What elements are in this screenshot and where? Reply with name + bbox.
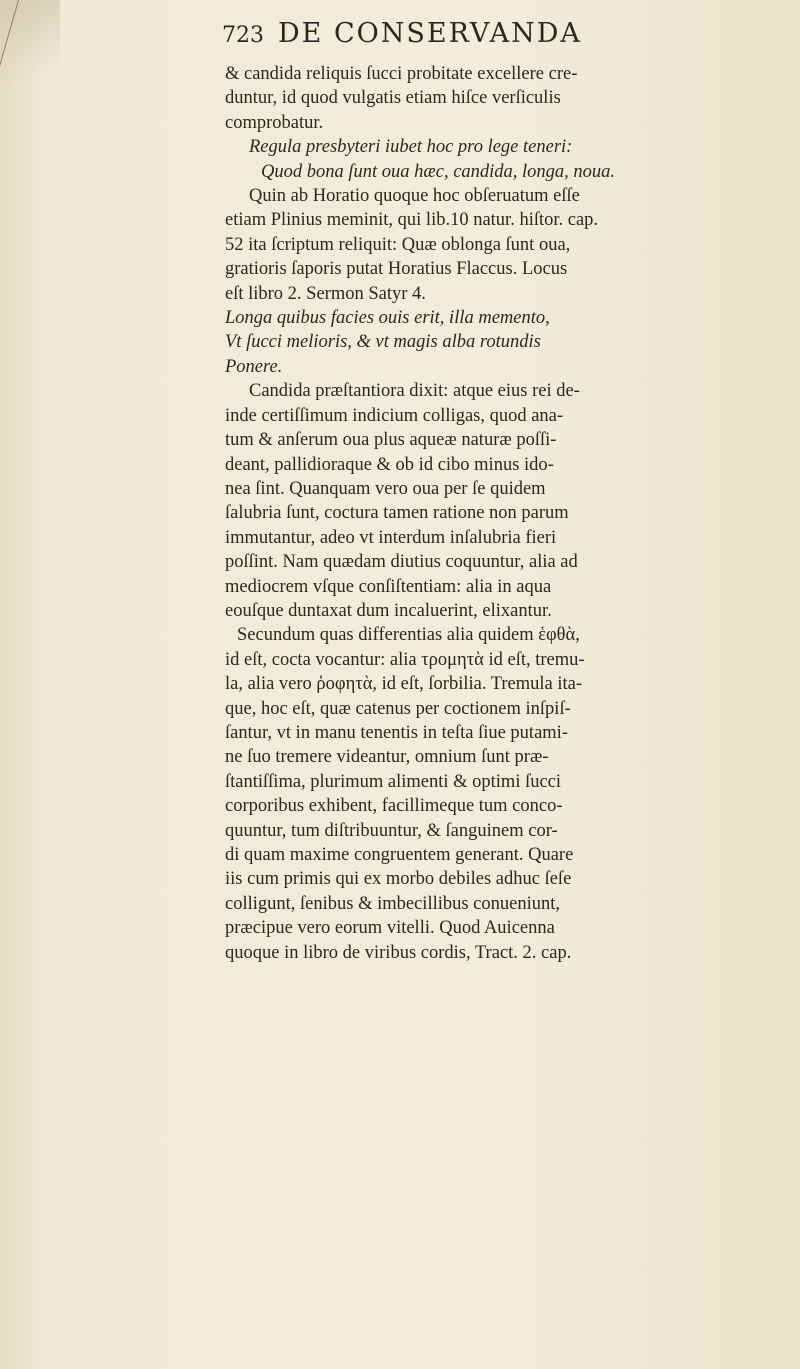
text-line: Longa quibus facies ouis erit, illa memento, [225,308,550,329]
text-line: di quam maxime congruentem generant. Quare [225,845,574,865]
text-line: tum & anſerum oua plus aqueæ naturæ poſſi- [225,430,557,451]
text-line: quoque in libro de viribus cordis, Tract. 2. cap. [225,942,572,963]
text-line: colligunt, ſenibus & imbecillibus conueniunt, [225,893,561,914]
text-line: la, alia vero ῥοφητὰ, id eſt, ſorbilia. Tremula ita- [225,674,583,695]
text-line: mediocrem vſque conſiſtentiam: alia in aqua [225,576,552,597]
text-line: Quod bona ſunt oua hæc, candida, longa, noua. [261,161,616,182]
text-line: ſalubria ſunt, coctura tamen ratione non parum [225,503,569,524]
text-line: ne ſuo tremere videantur, omnium ſunt præ- [225,747,549,768]
text-line: corporibus exhibent, facillimeque tum conco- [225,796,563,817]
text-line: Ponere. [225,356,283,377]
text-line: deant, pallidioraque & ob id cibo minus ido- [225,454,554,475]
text-line: quuntur, tum diſtribuuntur, & ſanguinem cor- [225,820,558,841]
text-line: eouſque duntaxat dum incaluerint, elixantur. [225,600,552,621]
text-line: etiam Plinius meminit, qui lib.10 natur. hiſtor. cap. [225,210,599,231]
text-line: Candida præſtantiora dixit: atque eius rei de- [249,381,580,402]
page-number: 723 [222,23,264,48]
text-line: 52 ita ſcriptum reliquit: Quæ oblonga ſunt oua, [225,234,571,255]
text-line: eſt libro 2. Sermon Satyr 4. [225,283,426,304]
text-line: gratioris ſaporis putat Horatius Flaccus. Locus [225,259,568,280]
text-line: Secundum quas differentias alia quidem ἑφθὰ, [237,625,580,646]
text-line: inde certiſſimum indicium colligas, quod ana- [225,405,564,426]
page-header [222,18,582,49]
text-block [225,62,785,965]
text-line: iis cum primis qui ex morbo debiles adhuc ſeſe [225,869,572,890]
page-corner-shadow [0,0,60,110]
text-line: poſſint. Nam quædam diutius coquuntur, alia ad [225,552,578,573]
text-line: & candida reliquis ſucci probitate excellere cre- [225,64,578,84]
text-line: præcipue vero eorum vitelli. Quod Auicenna [225,918,555,939]
text-line: id eſt, cocta vocantur: alia τρομητὰ id eſt, tremu- [225,649,585,670]
text-line: duntur, id quod vulgatis etiam hiſce verſiculis [225,88,561,109]
text-line: ſantur, vt in manu tenentis in teſta ſiue putami- [225,722,568,743]
text-line: Regula presbyteri iubet hoc pro lege teneri: [249,137,573,158]
text-line: nea ſint. Quanquam vero oua per ſe quidem [225,478,546,499]
text-line: Quin ab Horatio quoque hoc obſeruatum eſſe [249,186,580,207]
text-line: comprobatur. [225,112,324,133]
text-line: que, hoc eſt, quæ catenus per coctionem inſpiſ- [225,698,571,719]
text-line: immutantur, adeo vt interdum inſalubria fieri [225,527,557,548]
text-line: ſtantiſſima, plurimum alimenti & optimi ſucci [225,771,562,792]
text-line: Vt ſucci melioris, & vt magis alba rotundis [225,332,541,353]
running-title: DE CONSERVANDA [278,18,582,49]
